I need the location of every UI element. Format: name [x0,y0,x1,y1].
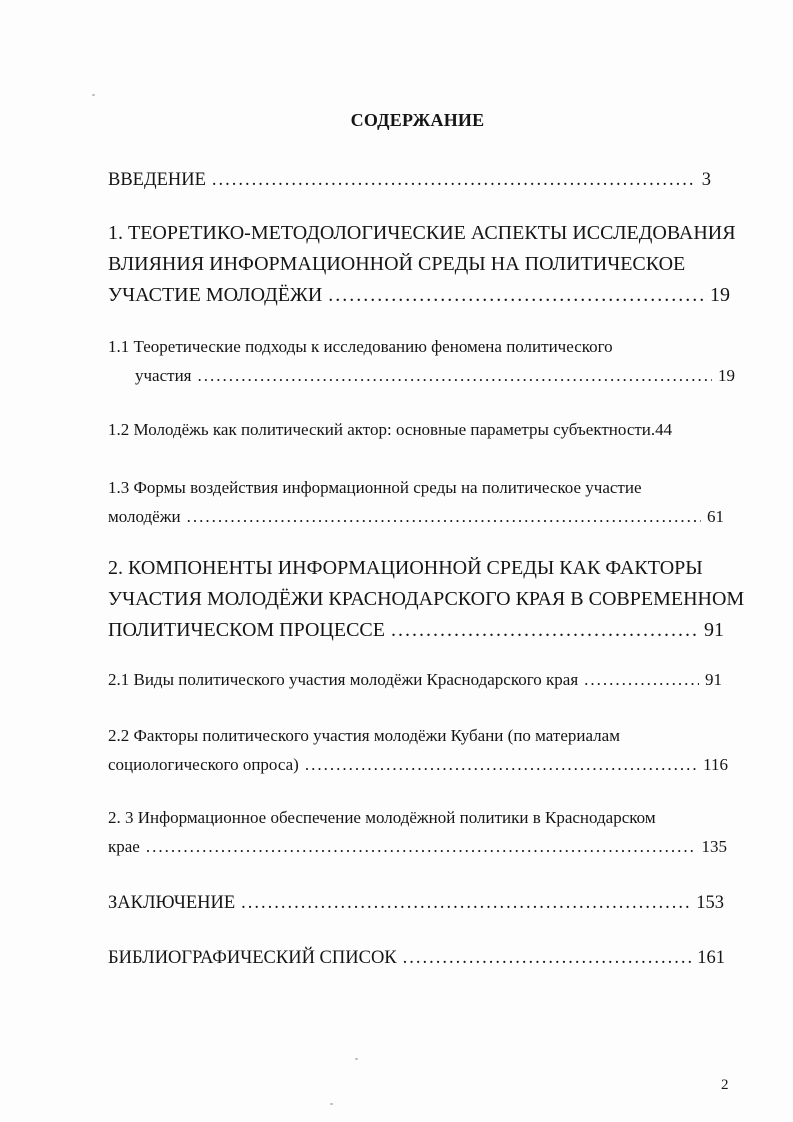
toc-entry-title: ВВЕДЕНИЕ [108,170,206,190]
scan-speck [355,1058,358,1060]
scan-speck [92,94,95,96]
toc-page-number: 153 [696,893,724,913]
toc-entry-title: 1.2 Молодёжь как политический актор: основные параметры субъектности. [108,420,656,439]
toc-entry-title-line: участия [135,366,192,385]
toc-entry-title-line: 2. КОМПОНЕНТЫ ИНФОРМАЦИОННОЙ СРЕДЫ КАК ФАКТОРЫ [108,557,703,579]
dot-leader [391,615,698,646]
dot-leader [403,944,692,973]
toc-page-number: 135 [701,837,727,856]
dot-leader [328,280,704,311]
toc-entry-title: БИБЛИОГРАФИЧЕСКИЙ СПИСОК [108,948,397,968]
toc-entry-title-line: УЧАСТИЯ МОЛОДЁЖИ КРАСНОДАРСКОГО КРАЯ В СОВРЕМЕННОМ [108,588,745,610]
toc-entry-section-2-3 [108,803,727,861]
dot-leader [212,166,696,195]
toc-entry-section-2-2 [108,721,728,779]
toc-page-number: 91 [704,619,724,641]
toc-page-number: 19 [718,366,735,385]
dot-leader [241,889,690,918]
toc-page-number: 61 [707,507,724,526]
toc-entry-title-line: 1. ТЕОРЕТИКО-МЕТОДОЛОГИЧЕСКИЕ АСПЕКТЫ ИССЛЕДОВАНИЯ [108,222,736,244]
toc-entry-title-line: ВЛИЯНИЯ ИНФОРМАЦИОННОЙ СРЕДЫ НА ПОЛИТИЧЕСКОЕ [108,253,686,275]
toc-entry-title-line: 2. 3 Информационное обеспечение молодёжной политики в Краснодарском [108,808,656,827]
toc-entry-section-1-1 [108,332,735,390]
toc-entry-title-line: молодёжи [108,507,181,526]
dot-leader [198,361,713,390]
toc-entry-bibliography [108,944,725,973]
toc-entry-title-line: 1.1 Теоретические подходы к исследованию феномена политического [108,337,613,356]
toc-entry-section-1-2 [108,415,748,444]
toc-heading: СОДЕРЖАНИЕ [350,110,485,130]
scan-speck [330,1103,333,1105]
toc-page-number: 19 [710,284,730,306]
toc-page-number: 91 [705,670,722,689]
toc-entry-chapter-1 [108,218,736,311]
toc-page-number: 161 [697,948,725,968]
toc-entry-title-line: крае [108,837,140,856]
toc-entry-title: 2.1 Виды политического участия молодёжи Краснодарского края [108,670,579,689]
toc-entry-section-2-1 [108,665,722,694]
toc-page-number: 116 [703,755,728,774]
dot-leader [187,502,701,531]
toc-entry-title-line: 2.2 Факторы политического участия молодёжи Кубани (по материалам [108,726,620,745]
toc-entry-title-line: ПОЛИТИЧЕСКОМ ПРОЦЕССЕ [108,619,385,641]
toc-entry-chapter-2 [108,553,745,646]
toc-page-number: 3 [701,170,711,190]
page-number: 2 [721,1077,729,1093]
toc-entry-title: ЗАКЛЮЧЕНИЕ [108,893,236,913]
toc-entry-section-1-3 [108,473,724,531]
toc-entry-title-line: социологического опроса) [108,755,299,774]
toc-entry-title-line: УЧАСТИЕ МОЛОДЁЖИ [108,284,323,306]
toc-entry-conclusion [108,889,724,918]
dot-leader [146,832,696,861]
toc-entry-introduction [108,166,711,195]
toc-page-number: 44 [655,420,673,439]
dot-leader [584,665,699,694]
dot-leader [305,750,697,779]
toc-entry-title-line: 1.3 Формы воздействия информационной среды на политическое участие [108,478,642,497]
